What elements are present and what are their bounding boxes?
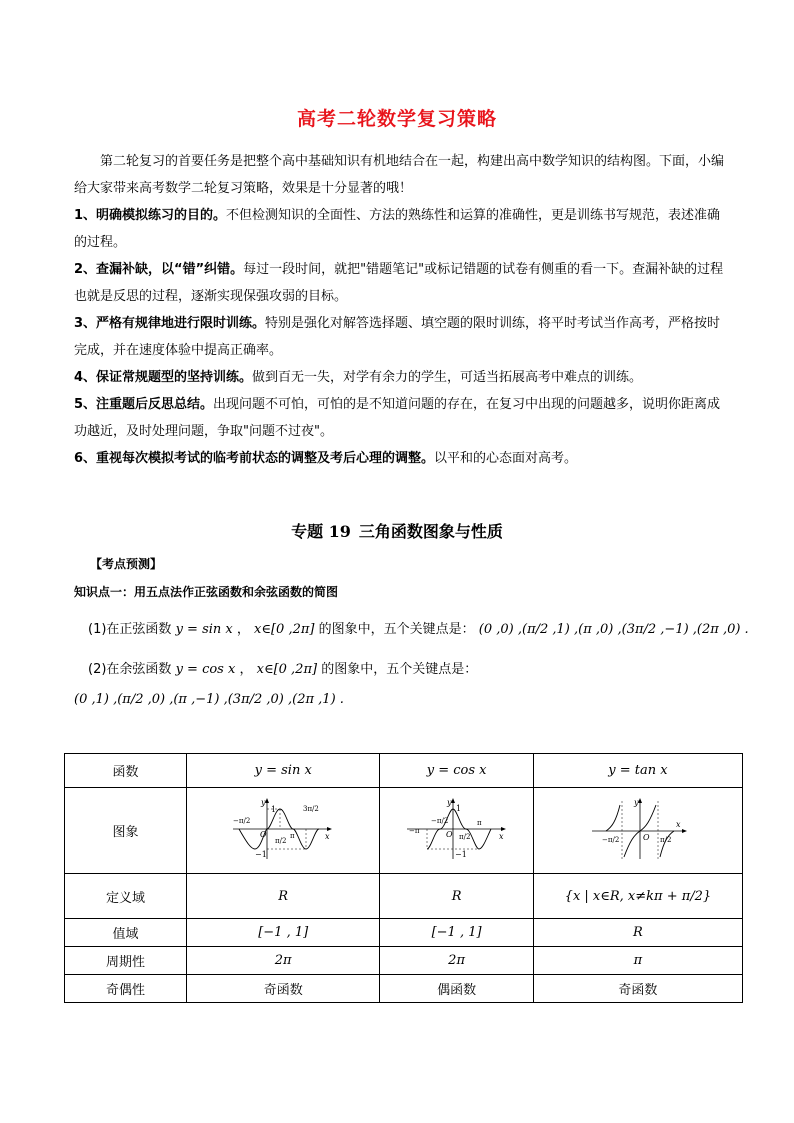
header-sin: y = sin x — [187, 754, 380, 788]
sin-graph-y: y — [261, 797, 266, 807]
intro-paragraph: 第二轮复习的首要任务是把整个高中基础知识有机地结合在一起，构建出高中数学知识的结构图。下面，小编给大家带来高考数学二轮复习策略，效果是十分显著的哦！ — [74, 154, 725, 196]
sin-parity: 奇函数 — [187, 975, 380, 1003]
cos-graph-half-pi: π/2 — [458, 832, 471, 841]
point-3-body: 特别是强化对解答选择题、填空题的限时训练，将平时考试当作高考，严格按时完成，并在速度体验中提高正确率。 — [74, 316, 721, 358]
tangent-graph — [588, 797, 688, 861]
sine-prefix: (1)在正弦函数 — [88, 622, 172, 637]
cos-range: [−1 , 1] — [380, 919, 534, 947]
section-name: 三角函数图象与性质 — [358, 522, 503, 541]
point-2 — [74, 256, 730, 310]
tan-graph-half-pi: π/2 — [659, 835, 672, 844]
section-title — [0, 519, 794, 542]
point-1-head: 1、明确模拟练习的目的。 — [74, 208, 227, 223]
tan-range: R — [533, 919, 742, 947]
point-6 — [74, 445, 730, 472]
row-label-domain: 定义域 — [65, 874, 187, 919]
point-3 — [74, 310, 730, 364]
sin-graph-origin: O — [260, 829, 267, 839]
header-cos: y = cos x — [380, 754, 534, 788]
point-2-head: 2、查漏补缺，以“错”纠错。 — [74, 262, 244, 277]
tan-graph-origin: O — [642, 832, 650, 842]
cos-graph-neg-one: −1 — [454, 849, 467, 859]
point-5-body: 出现问题不可怕，可怕的是不知道问题的存在，在复习中出现的问题越多，说明你距离成功越近，及时处理问题，争取"问题不过夜"。 — [74, 397, 721, 439]
sine-points: (0 ,0) ,(π/2 ,1) ,(π ,0) ,(3π/2 ,−1) ,(2π ,0) . — [478, 622, 749, 637]
sin-graph-one: 1 — [271, 804, 277, 814]
table-row-domain — [65, 874, 743, 919]
cosine-prefix: (2)在余弦函数 — [88, 662, 172, 677]
sine-func: y = sin x — [175, 622, 233, 637]
point-2-body: 每过一段时间，就把"错题笔记"或标记错题的试卷有侧重的看一下。查漏补缺的过程也就是反思的过程，逐渐实现保强攻弱的目标。 — [74, 262, 724, 304]
cos-graph-cell — [380, 788, 534, 874]
kaodian-label: 【考点预测】 — [90, 557, 163, 571]
cos-graph-pi: π — [476, 818, 482, 827]
sin-domain: R — [187, 874, 380, 919]
sin-graph-neg-half-pi: −π/2 — [233, 816, 251, 825]
sine-suffix: 的图象中，五个关键点是： — [318, 622, 475, 637]
knowledge-point-title: 知识点一：用五点法作正弦函数和余弦函数的简图 — [74, 585, 339, 599]
point-4-head: 4、保证常规题型的坚持训练。 — [74, 370, 253, 385]
cos-parity: 偶函数 — [380, 975, 534, 1003]
header-function: 函数 — [65, 754, 187, 788]
sin-graph-cell — [187, 788, 380, 874]
cosine-func: y = cos x — [175, 662, 236, 677]
table-row-period — [65, 947, 743, 975]
row-label-graph: 图象 — [65, 788, 187, 874]
tan-graph-y: y — [633, 797, 639, 807]
cosine-suffix: 的图象中，五个关键点是： — [321, 662, 478, 677]
cos-domain: R — [380, 874, 534, 919]
tan-period: π — [533, 947, 742, 975]
sine-keypoints-line — [88, 618, 749, 637]
point-6-body: 以平和的心态面对高考。 — [434, 451, 578, 466]
table-header-row — [65, 754, 743, 788]
cos-graph-origin: O — [445, 829, 453, 839]
table-row-graph — [65, 788, 743, 874]
tan-graph-neg-half-pi: −π/2 — [601, 835, 620, 844]
sin-period: 2π — [187, 947, 380, 975]
sin-graph-x: x — [325, 831, 330, 841]
tan-graph-x: x — [675, 819, 681, 829]
cos-graph-neg-half-pi: −π/2 — [430, 816, 448, 825]
table-row-range — [65, 919, 743, 947]
point-5-head: 5、注重题后反思总结。 — [74, 397, 214, 412]
sin-graph-neg-one: −1 — [255, 849, 267, 859]
table-row-parity — [65, 975, 743, 1003]
row-label-period: 周期性 — [65, 947, 187, 975]
cos-graph-y: y — [446, 797, 452, 807]
cosine-domain: x∈[0 ,2π] — [256, 662, 318, 677]
tan-graph-cell — [533, 788, 742, 874]
trig-properties-table — [64, 753, 743, 1003]
cos-graph-one: 1 — [455, 803, 461, 813]
header-tan: y = tan x — [533, 754, 742, 788]
point-4 — [74, 364, 730, 391]
sin-graph-three-half-pi: 3π/2 — [303, 804, 320, 813]
row-label-parity: 奇偶性 — [65, 975, 187, 1003]
page-title: 高考二轮数学复习策略 — [296, 108, 497, 130]
row-label-range: 值域 — [65, 919, 187, 947]
sine-domain: x∈[0 ,2π] — [254, 622, 315, 637]
tan-domain: {x | x∈R, x≠kπ + π/2} — [533, 874, 742, 919]
cosine-keypoints-line — [88, 658, 477, 677]
cos-graph-x: x — [498, 831, 504, 841]
cosine-comma: ， — [239, 662, 253, 677]
cos-graph-neg-pi: −π — [408, 826, 420, 835]
point-6-head: 6、重视每次模拟考试的临考前状态的调整及考后心理的调整。 — [74, 451, 435, 466]
point-4-body: 做到百无一失，对学有余力的学生，可适当拓展高考中难点的训练。 — [252, 370, 643, 385]
tan-parity: 奇函数 — [533, 975, 742, 1003]
section-number: 专题 19 — [291, 522, 351, 541]
sine-comma: ， — [236, 622, 250, 637]
cosine-points: (0 ,1) ,(π/2 ,0) ,(π ,−1) ,(3π/2 ,0) ,(2π ,1) . — [74, 692, 344, 707]
point-5 — [74, 391, 730, 445]
sin-graph-half-pi: π/2 — [275, 836, 287, 845]
sine-graph — [233, 797, 333, 861]
sin-range: [−1 , 1] — [187, 919, 380, 947]
point-3-head: 3、严格有规律地进行限时训练。 — [74, 316, 266, 331]
point-1-body: 不但检测知识的全面性、方法的熟练性和运算的准确性，更是训练书写规范，表述准确的过程。 — [74, 208, 721, 250]
cos-period: 2π — [380, 947, 534, 975]
cosine-graph — [407, 797, 507, 861]
point-1 — [74, 202, 730, 256]
sin-graph-pi: π — [290, 831, 295, 840]
